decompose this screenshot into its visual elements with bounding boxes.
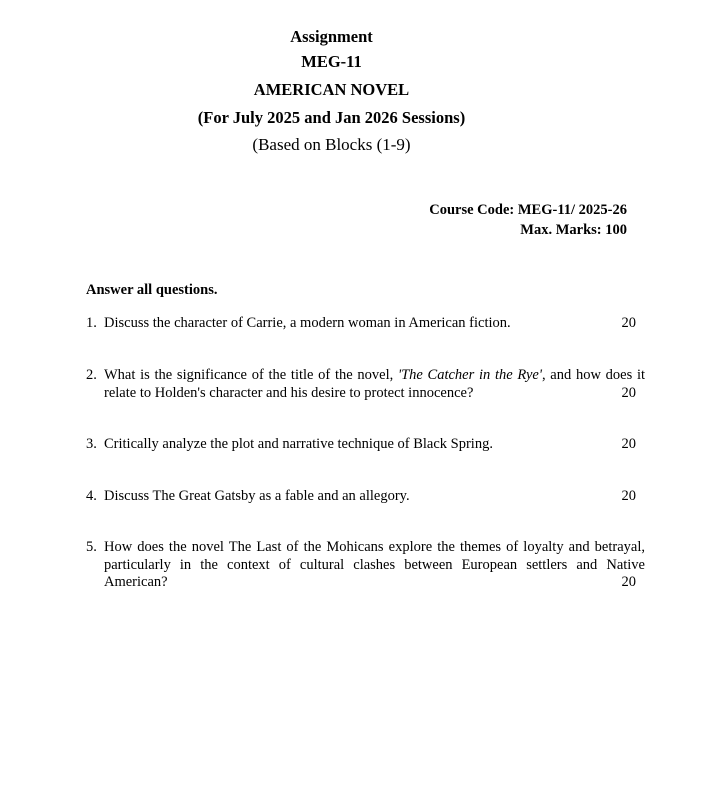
question-marks: 20	[621, 488, 636, 504]
question-marks: 20	[621, 574, 636, 590]
course-code-heading: MEG-11	[301, 52, 362, 71]
session-heading: (For July 2025 and Jan 2026 Sessions)	[197, 108, 466, 127]
instructions: Answer all questions.	[86, 282, 218, 298]
question-text: Discuss The Great Gatsby as a fable and an allegory.	[104, 488, 410, 504]
question-3	[86, 436, 645, 454]
question-4	[86, 488, 645, 506]
max-marks-label: Max. Marks: 100	[520, 222, 627, 238]
question-text-part: , and how does it relate to Holden's character and his desire to protect innocence?	[104, 367, 645, 401]
assignment-heading: Assignment	[290, 27, 373, 46]
course-code-label: Course Code: MEG-11/ 2025-26	[429, 202, 627, 218]
blocks-note: (Based on Blocks (1-9)	[252, 135, 411, 154]
question-2	[86, 367, 645, 402]
question-text: Critically analyze the plot and narrative technique of Black Spring.	[104, 436, 493, 452]
question-text	[104, 367, 645, 402]
question-text: Discuss the character of Carrie, a modern woman in American fiction.	[104, 315, 511, 331]
question-5	[86, 539, 645, 592]
question-number: 5.	[86, 539, 97, 555]
question-number: 4.	[86, 488, 97, 504]
question-number: 1.	[86, 315, 97, 331]
question-text-part: What is the significance of the title of the novel,	[104, 367, 398, 383]
question-1	[86, 315, 645, 333]
course-title-heading: AMERICAN NOVEL	[253, 80, 410, 99]
question-number: 2.	[86, 367, 97, 383]
question-marks: 20	[621, 315, 636, 331]
novel-title: 'The Catcher in the Rye'	[397, 367, 542, 383]
question-marks: 20	[621, 384, 636, 401]
question-text: How does the novel The Last of the Mohicans explore the themes of loyalty and betrayal, particularly in the context of cultural clashes between European settlers and Native American?	[104, 539, 645, 590]
question-marks: 20	[621, 436, 636, 452]
question-number: 3.	[86, 436, 97, 452]
